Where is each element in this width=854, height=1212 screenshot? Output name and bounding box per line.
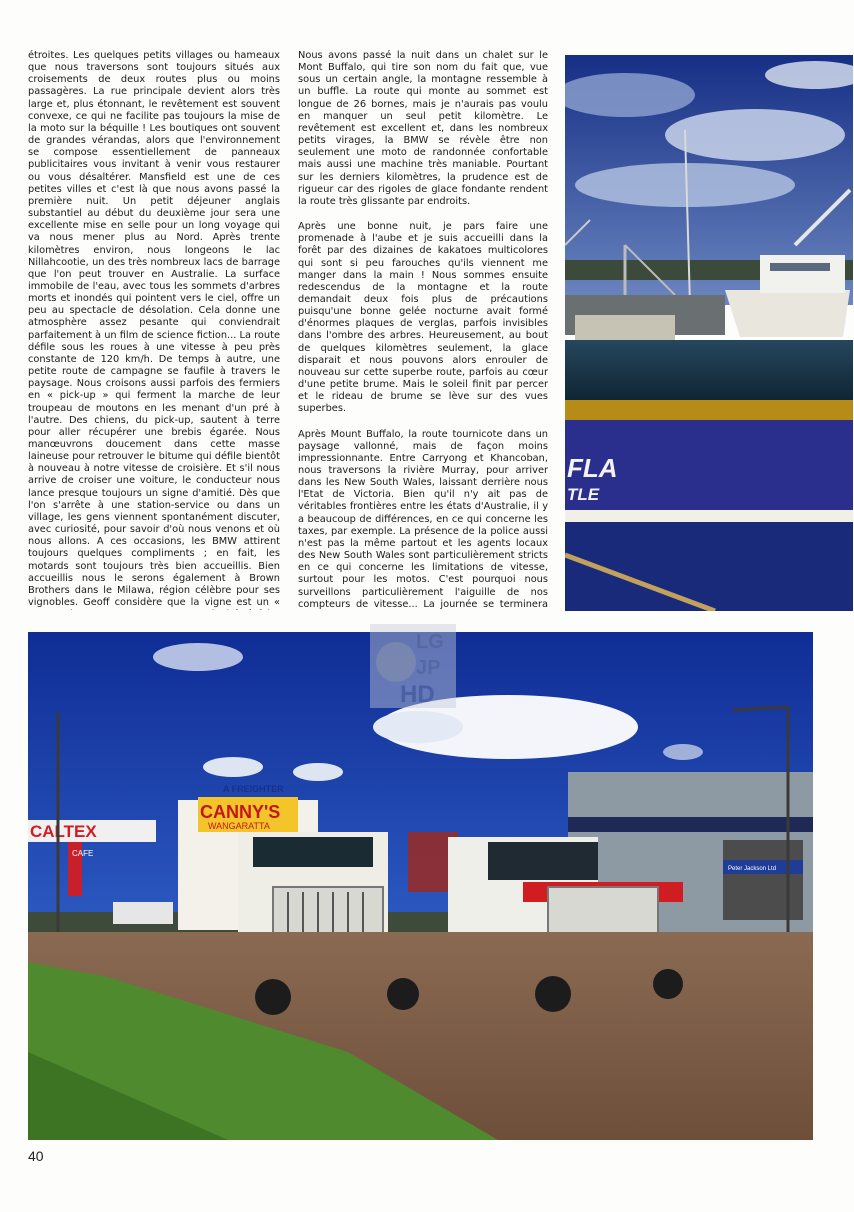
- article-paragraph: Nous avons passé la nuit dans un chalet sur le Mont Buffalo, qui tire son nom du fait que, vue sous un certain angle, la montagne ressemble à un buffle. La route qui monte au sommet est longue de 26 bornes, mais je n'aurais pas voulu en manquer un seul petit kilomètre. Le revêtement est excellent et, dans les nombreux petits virages, la BMW se révèle être non seulement une moto de randonnée confortable mais aussi une machine très maniable. Pourtant sur les derniers kilomètres, la prudence est de rigueur car des rigoles de glace fondante rendent la route très glissante par endroits.: [298, 50, 548, 207]
- article-paragraph: Après Mount Buffalo, la route tournicote dans un paysage vallonné, mais de façon moins impressionnante. Entre Carryong et Khancoban, nous traversons la rivière Murray, pour arriver dans les New South Wales, laissant derrière nous l'Etat de Victoria. Bien qu'il n'y ait pas de véritables frontières entre les états d'Australie, il y a beaucoup de différences, en ce qui concerne les taxes, par exemple. La présence de la police aussi n'est pas la même partout et les agents locaux des New South Wales sont particulièrement stricts en ce qui concerne les limitations de vitesse, surtout pour les motos. C'est pourquoi nous surveillons particulièrement l'aiguille de nos compteurs de vitesse... La journée se terminera: [298, 428, 548, 610]
- building-sign: Peter Jackson Ltd: [728, 866, 777, 872]
- trailer-brand-text: CANNY'S: [200, 802, 281, 822]
- harbour-photo: [565, 55, 853, 611]
- watermark-line-1: LG: [416, 631, 444, 653]
- trailer-top-text: A FREIGHTER: [223, 784, 284, 794]
- trucks-photo: [28, 632, 813, 1140]
- article-column-1: [28, 50, 280, 610]
- watermark-logo: [370, 624, 456, 708]
- cafe-sign: CAFE: [72, 849, 94, 858]
- caltex-sign: CALTEX: [30, 822, 97, 841]
- article-paragraph: étroites. Les quelques petits villages ou hameaux que nous traversons sont toujours situés aux croisements de deux routes plus ou moins passagères. La rue principale devient alors très large et, plus étonnant, le revêtement est souvent convexe, ce qui ne facilite pas toujours la mise de la moto sur la béquille ! Les boutiques ont souvent de grandes vérandas, alors que l'environnement se compose essentiellement de panneaux publicitaires vous invitant à venir vous restaurer ou vous désaltérer. Mansfield est une de ces petites villes et c'est là que nous avons passé la première nuit. Un petit déjeuner anglais substantiel au début du deuxième jour sera une excellente mise en selle pour un long voyage qui va nous mener plus au Nord. Après trente kilomètres environ, nous longeons le lac Nillahcootie, un des très nombreux lacs de barrage que l'on peut trouver en Australie. La surface immobile de l'eau, avec tous les sommets d'arbres morts et inondés qui pointent vers le ciel, offre un peu au spectacle de désolation. Cela donne une atmosphère assez pesante qui conviendrait parfaitement à un film de science fiction... La route défile sous les roues à une vitesse à peu près constante de 120 km/h. De temps à autre, une petite route de campagne se faufile à travers le paysage. Nous croisons aussi parfois des fermiers en « pick-up » qui ferment la marche de leur troupeau de moutons en les menant d'un pré à l'autre. Des chiens, du pick-up, sautent à terre pour aller récupérer une brebis égarée. Nous manœuvrons doucement dans cette masse laineuse pour retrouver le bitume qui défile bientôt à nouveau à notre vitesse de croisière. Et s'il nous arrive de croiser une voiture, le conducteur nous lance presque toujours un signe d'amitié. Dès que l'on s'arrête à une station-service ou dans un village, les gens viennent spontanément discuter, avec curiosité, pour savoir d'où nous venons et où nous allons. A ces occasions, les BMW attirent toujours quelques compliments ; en fait, les motards sont toujours très bien accueillis. Bien accueillis nous le serons également à Brown Brothers dans le Milawa, région célèbre pour ses vignobles. Geoff considère que la vigne est un «: [28, 50, 280, 609]
- hull-lettering-2: TLE: [567, 485, 600, 504]
- hull-lettering-1: FLA: [567, 453, 618, 483]
- page-number: 40: [28, 1148, 44, 1164]
- watermark-line-2: JP: [416, 657, 441, 679]
- watermark-line-3: HD: [400, 681, 435, 708]
- article-column-2: [298, 50, 548, 610]
- trailer-sub-text: WANGARATTA: [208, 821, 270, 831]
- article-paragraph: Après une bonne nuit, je pars faire une promenade à l'aube et je suis accueilli dans la forêt par des dizaines de kakatoes multicolores qui sont si peu farouches qu'ils viennent me manger dans la main ! Nous sommes ensuite redescendus de la montagne et la route demandait deux fois plus de précautions puisqu'une bonne gelée nocturne avait formé d'énormes plaques de verglas, parfois invisibles dans l'ombre des arbres. Heureusement, au bout de quelques kilomètres seulement, la glace disparait et nous pouvons alors enrouler de nouveau sur cette superbe route, parfois au cœur d'une petite brume. Mais le soleil finit par percer et le rideau de brume se lève sur des vues superbes.: [298, 221, 548, 415]
